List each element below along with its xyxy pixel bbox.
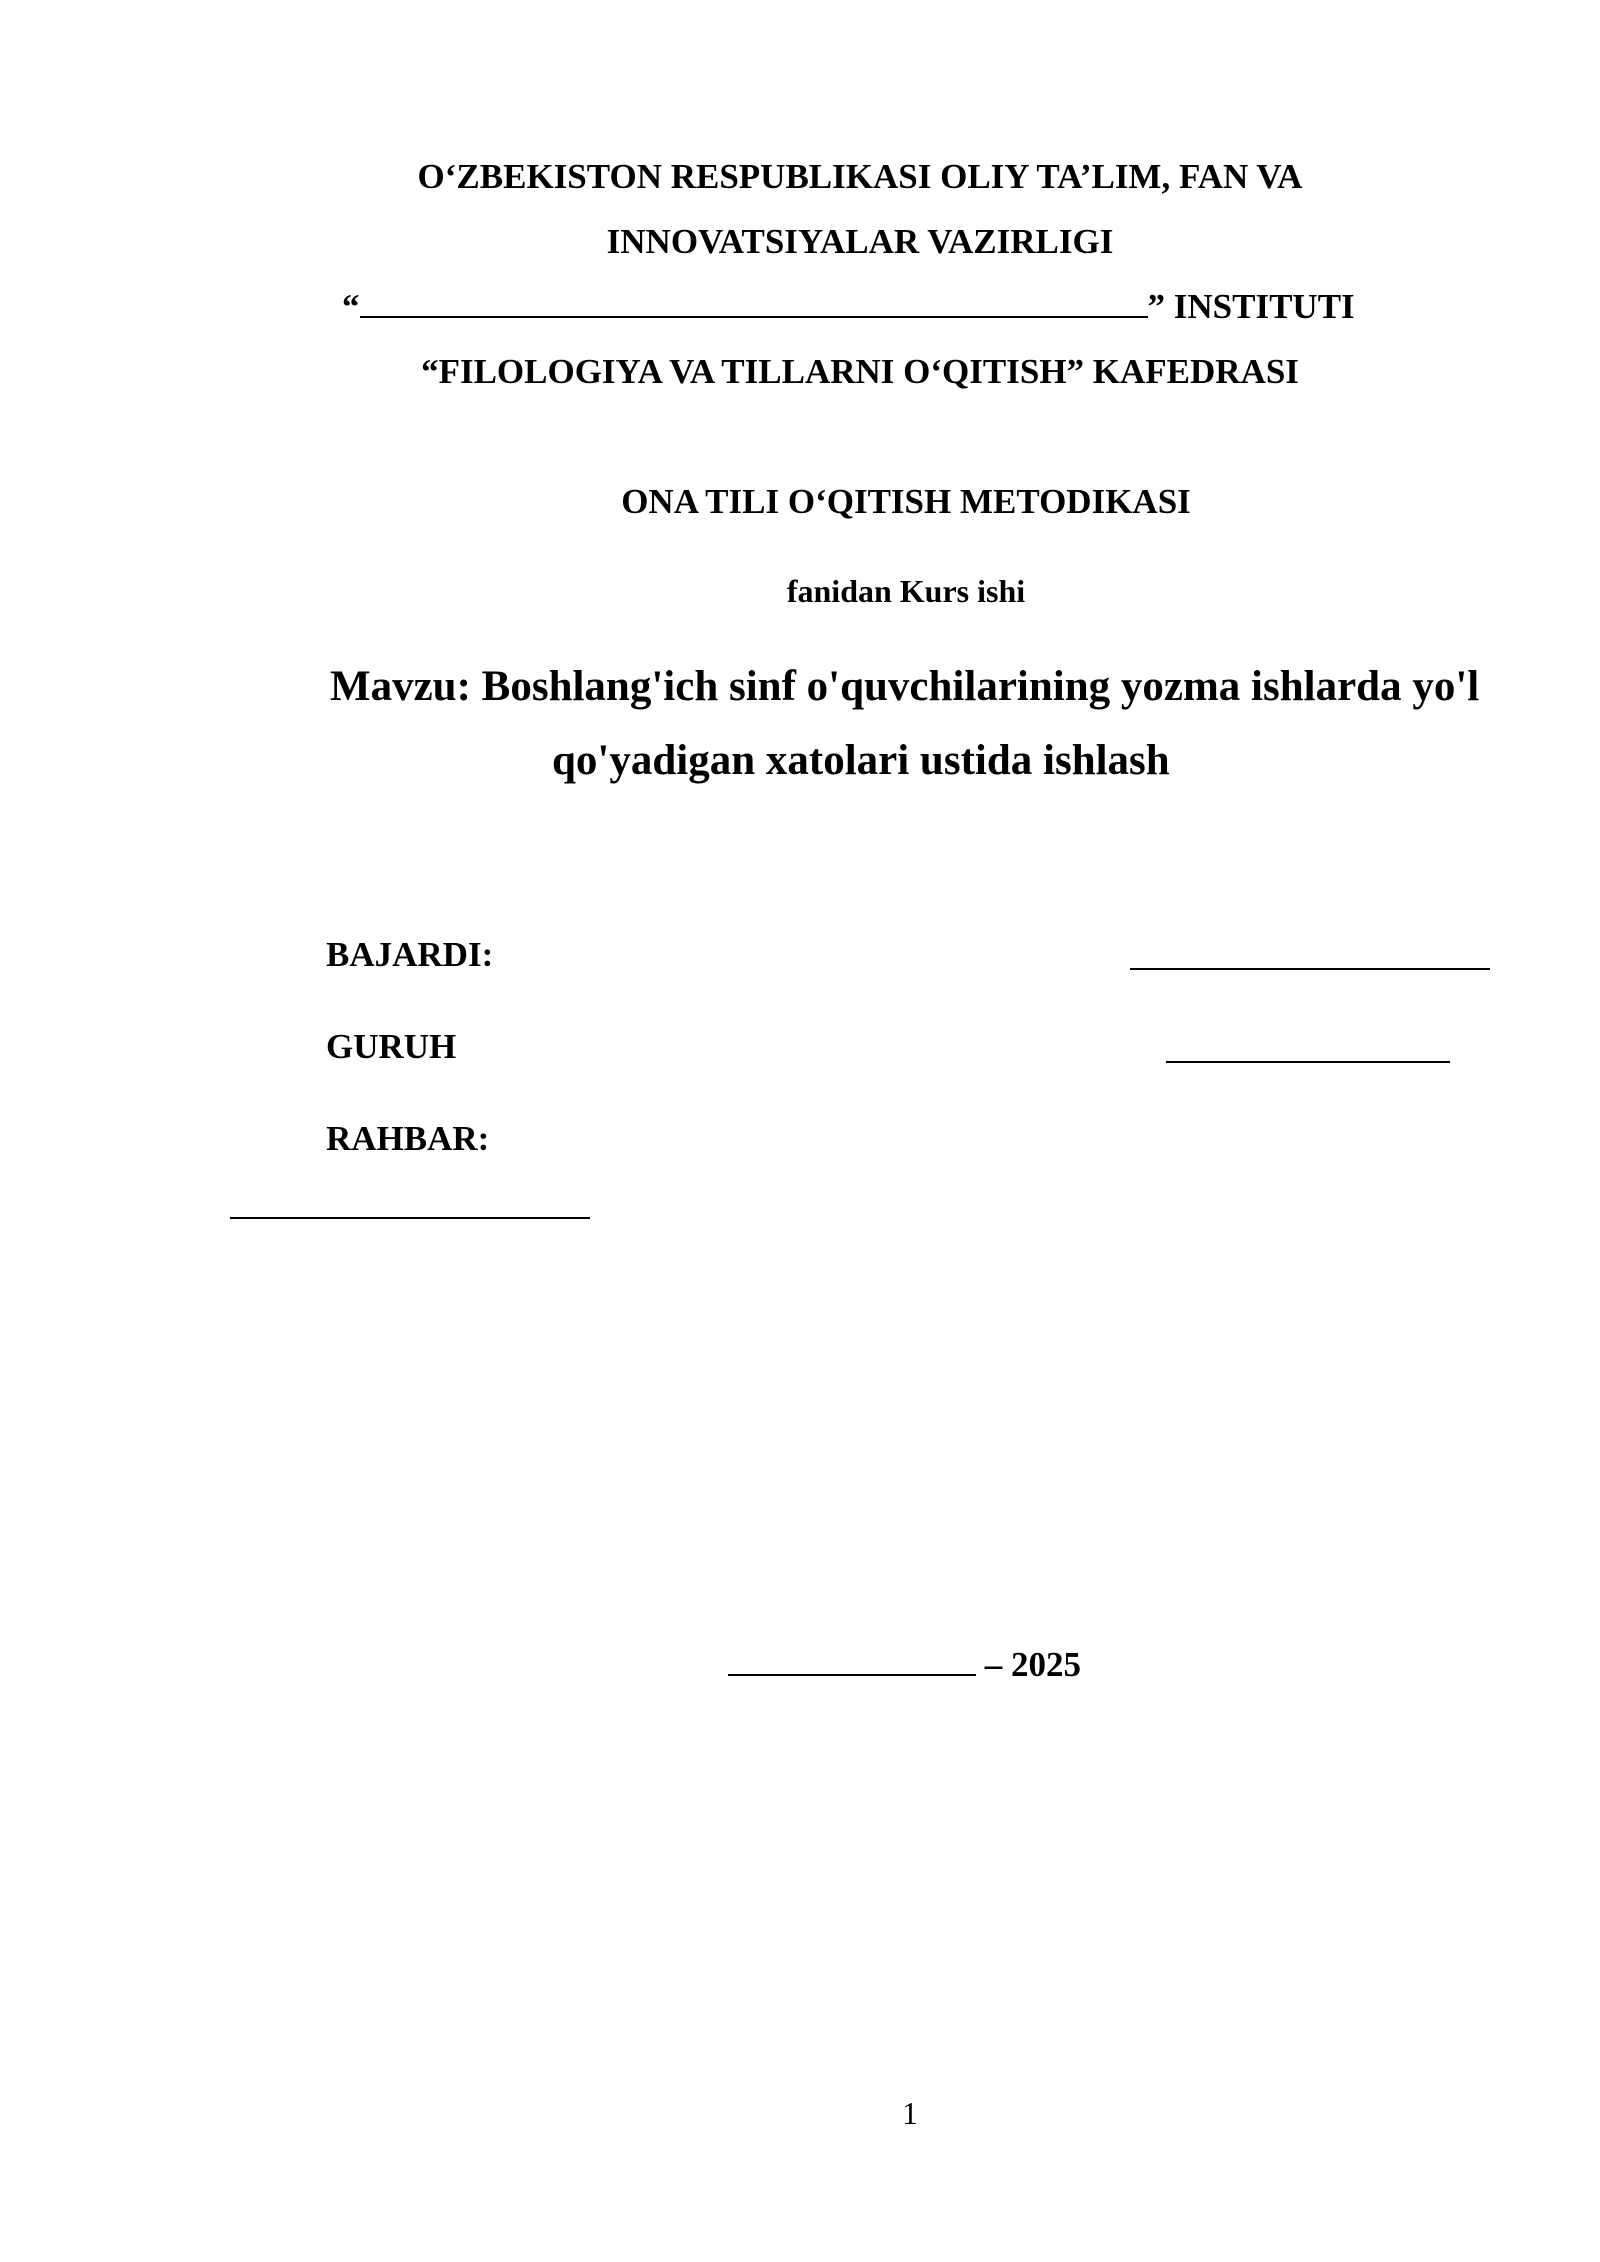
ministry-line-1: O‘ZBEKISTON RESPUBLIKASI OLIY TA’LIM, FAN VA <box>417 157 1303 196</box>
institute-suffix: ” INSTITUTI <box>1147 287 1355 326</box>
guruh-blank <box>1166 1061 1450 1063</box>
bajardi-label: BAJARDI: <box>326 935 494 974</box>
rahbar-label: RAHBAR: <box>326 1119 490 1158</box>
institute-name-blank <box>360 315 1148 318</box>
ministry-line-2: INNOVATSIYALAR VAZIRLIGI <box>606 222 1114 261</box>
department-line: “FILOLOGIYA VA TILLARNI O‘QITISH” KAFEDRASI <box>421 352 1299 391</box>
rahbar-blank <box>230 1217 590 1219</box>
topic-line-1: Mavzu: Boshlang'ich sinf o'quvchilarining yozma ishlarda yo'l <box>330 663 1480 710</box>
institute-open-quote: “ <box>342 287 360 326</box>
subject-title: ONA TILI O‘QITISH METODIKASI <box>621 482 1191 521</box>
city-blank <box>728 1673 976 1676</box>
work-type: fanidan Kurs ishi <box>786 573 1026 609</box>
topic-line-2: qo'yadigan xatolari ustida ishlash <box>552 737 1170 784</box>
guruh-label: GURUH <box>326 1027 457 1066</box>
institute-line <box>342 287 1355 327</box>
bajardi-blank <box>1130 968 1490 970</box>
year-line <box>728 1645 1081 1685</box>
year-suffix: – 2025 <box>976 1645 1081 1684</box>
page-number: 1 <box>902 2095 918 2131</box>
